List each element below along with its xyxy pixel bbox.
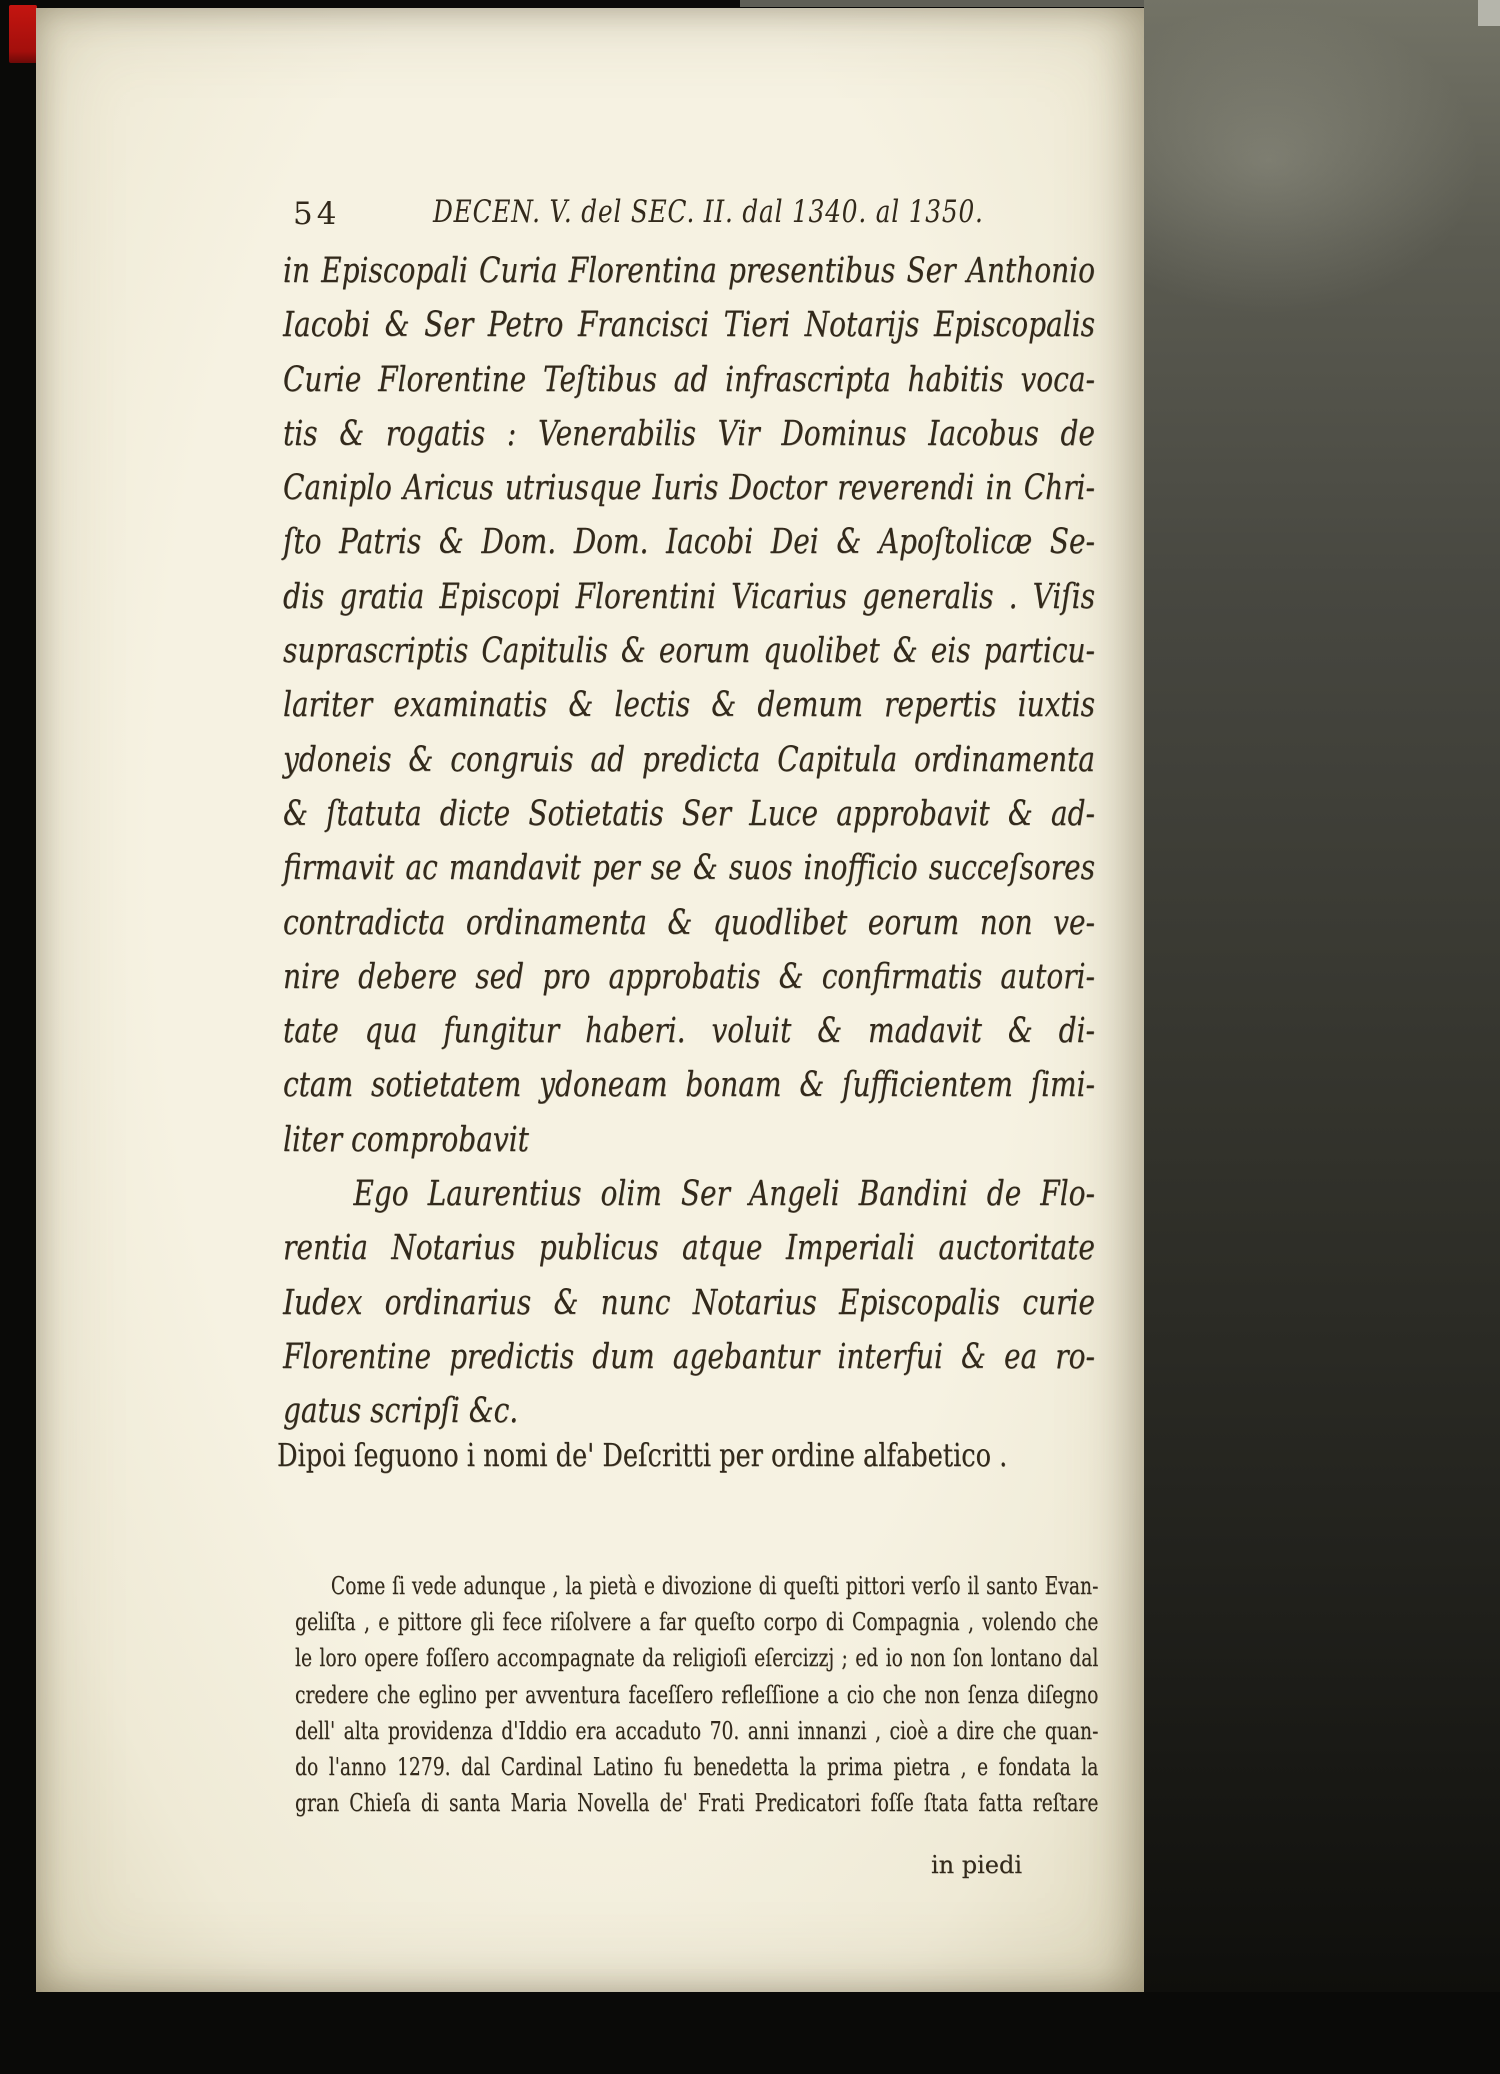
text-line: firmavit ac mandavit per se & suos inofficio succeſsores xyxy=(283,848,1095,889)
text-line: ydoneis & congruis ad predicta Capitula ordinamenta xyxy=(283,739,1095,780)
text-line: Iudex ordinarius & nunc Notarius Episcopalis curie xyxy=(283,1282,1095,1323)
text-line: tate qua fungitur haberi. voluit & madavit & di- xyxy=(283,1011,1095,1052)
text-line: contradicta ordinamenta & quodlibet eorum non ve- xyxy=(283,902,1095,943)
text-line: dell' alta providenza d'Iddio era accaduto 70. anni innanzi , cioè a dire che quan- xyxy=(295,1716,1099,1745)
text-line: & ſtatuta dicte Sotietatis Ser Luce approbavit & ad- xyxy=(283,793,1095,834)
scan-corner-tab xyxy=(1478,0,1500,26)
red-bookmark xyxy=(9,5,37,63)
text-line: liter comprobavit xyxy=(283,1119,529,1160)
text-line: in Episcopali Curia Florentina presentibus Ser Anthonio xyxy=(283,251,1095,291)
main-text-latin xyxy=(283,244,1095,1439)
text-line: gatus scripſi &c. xyxy=(283,1391,519,1432)
catchword: in piedi xyxy=(931,1851,1023,1879)
book-edge-shadow xyxy=(1144,0,1500,1992)
page-header xyxy=(283,194,1095,238)
text-line: ſto Patris & Dom. Dom. Iacobi Dei & Apoſtolicæ Se- xyxy=(283,522,1095,563)
text-line: tis & rogatis : Venerabilis Vir Dominus Iacobus de xyxy=(283,413,1095,454)
text-line: credere che eglino per avventura faceſſero refleſſione a cio che non ſenza diſegno xyxy=(295,1680,1099,1709)
text-line: Ego Laurentius olim Ser Angeli Bandini de Flo- xyxy=(353,1174,1095,1215)
text-line: nire debere sed pro approbatis & confirmatis autori- xyxy=(283,956,1095,997)
text-line: do l'anno 1279. dal Cardinal Latino fu benedetta la prima pietra , e fondata la xyxy=(295,1753,1099,1782)
footnote-text xyxy=(295,1568,1098,1821)
text-line: dis gratia Episcopi Florentini Vicarius generalis . Viſis xyxy=(283,576,1095,617)
text-line: le loro opere foſſero accompagnate da religioſi eſercizzj ; ed io non ſon lontano dal xyxy=(295,1644,1099,1673)
text-line: Caniplo Aricus utriusque Iuris Doctor reverendi in Chri- xyxy=(283,468,1095,509)
text-line: Come ſi vede adunque , la pietà e divozione di queſti pittori verſo il santo Evan- xyxy=(330,1572,1099,1600)
dipoi-line: Dipoi ſeguono i nomi de' Deſcritti per ordine alfabetico . xyxy=(277,1436,1008,1474)
text-line: Iacobi & Ser Petro Francisci Tieri Notarijs Episcopalis xyxy=(283,305,1095,346)
text-line: Curie Florentine Teſtibus ad infrascripta habitis voca- xyxy=(283,359,1095,400)
text-line: ctam sotietatem ydoneam bonam & ſufficientem ſimi- xyxy=(283,1065,1095,1106)
page-number: 54 xyxy=(293,196,341,232)
text-line: lariter examinatis & lectis & demum repertis iuxtis xyxy=(283,685,1095,726)
text-line: rentia Notarius publicus atque Imperiali auctoritate xyxy=(283,1228,1095,1269)
text-line: geliſta , e pittore gli fece riſolvere a far queſto corpo di Compagnia , volendo che xyxy=(295,1608,1099,1637)
text-line: Florentine predictis dum agebantur interfui & ea ro- xyxy=(283,1336,1095,1377)
running-title: DECEN. V. del SEC. II. dal 1340. al 1350. xyxy=(433,194,984,230)
text-line: gran Chieſa di santa Maria Novella de' Frati Predicatori foſſe ſtata fatta reſtare xyxy=(295,1789,1099,1818)
text-line: suprascriptis Capitulis & eorum quolibet & eis particu- xyxy=(283,631,1095,672)
page xyxy=(36,8,1144,1992)
